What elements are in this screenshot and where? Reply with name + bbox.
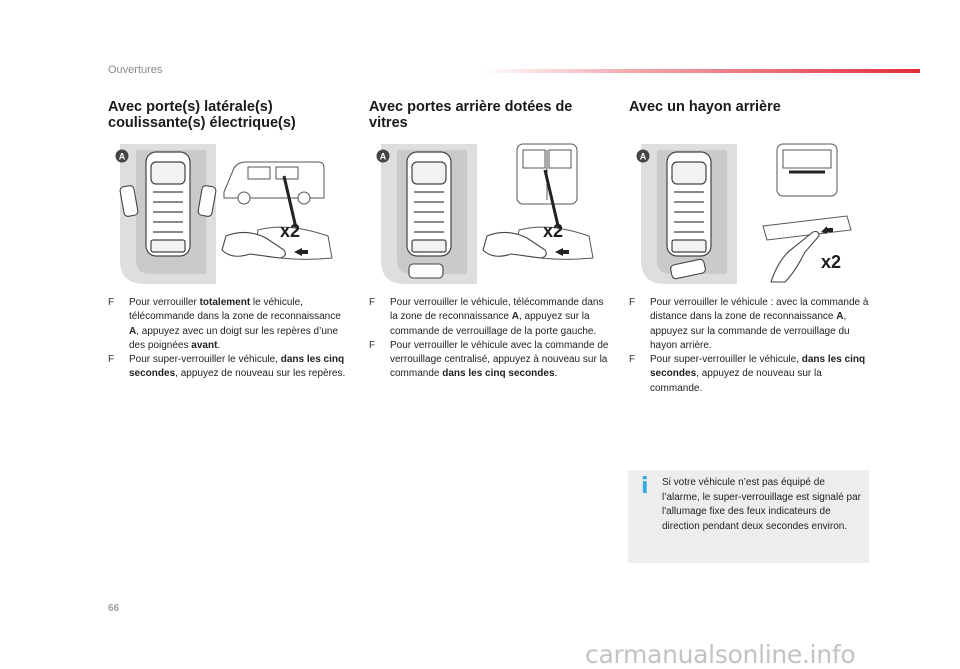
list-item: F Pour super-verrouiller le véhicule, dans les cinq secondes, appuyez de nouveau sur les repères.: [108, 354, 346, 380]
zone-label: A: [639, 151, 647, 162]
info-box: [628, 470, 869, 563]
section-label: Ouvertures: [108, 64, 163, 76]
page-number: 66: [108, 603, 120, 614]
column-tailgate: [629, 99, 877, 133]
zone-label: A: [118, 151, 126, 162]
column-rear-doors-windows: [369, 99, 617, 133]
list-item: F Pour super-verrouiller le véhicule, dans les cinq secondes, appuyez de nouveau sur la commande.: [629, 354, 866, 394]
list-item: F Pour verrouiller le véhicule : avec la commande à distance dans la zone de reconnaissance A, appuyez sur la commande de verrouillage du hayon arrière.: [629, 297, 869, 351]
figure-sliding-doors: [108, 140, 348, 288]
watermark: carmanualsonline.info: [585, 640, 856, 669]
zone-label: A: [379, 151, 387, 162]
info-icon: i: [641, 474, 649, 499]
header-rule: [480, 69, 920, 73]
van-side-view: [224, 162, 324, 204]
list-item: F Pour verrouiller totalement le véhicule, télécommande dans la zone de reconnaissance A, appuyez avec un doigt sur les repères d’une des poignées avant.: [108, 297, 341, 351]
list-item: F Pour verrouiller le véhicule, télécommande dans la zone de reconnaissance A, appuyez sur la commande de verrouillage de la porte gauche.: [369, 297, 604, 337]
column-title: Avec portes arrière dotées de vitres: [369, 99, 573, 131]
column-sliding-doors: [108, 99, 356, 133]
column-title: Avec un hayon arrière: [629, 99, 781, 115]
car-top-view: [407, 152, 451, 256]
press-count-label: x2: [821, 252, 842, 272]
figure-tailgate: [629, 140, 869, 288]
steps-sliding-doors: [108, 296, 348, 382]
press-count-label: x2: [543, 221, 564, 241]
van-tailgate-view: [777, 144, 837, 196]
column-title: Avec porte(s) latérale(s) coulissante(s) électrique(s): [108, 99, 296, 131]
info-text: Si votre véhicule n’est pas équipé de l’alarme, le super-verrouillage est signalé par l'allumage fixe des feux indicateurs de direction pendant deux secondes environ.: [662, 477, 861, 532]
list-item: F Pour verrouiller le véhicule avec la commande de verrouillage centralisé, appuyez à nouveau sur la commande dans les cinq secondes.: [369, 339, 609, 380]
car-top-view: [667, 152, 711, 256]
press-count-label: x2: [280, 221, 301, 241]
steps-rear-doors-windows: [369, 296, 609, 382]
steps-tailgate: [629, 296, 869, 396]
key-fob-icon: [409, 264, 443, 278]
car-top-view: [146, 152, 190, 256]
figure-rear-doors-windows: [369, 140, 609, 288]
